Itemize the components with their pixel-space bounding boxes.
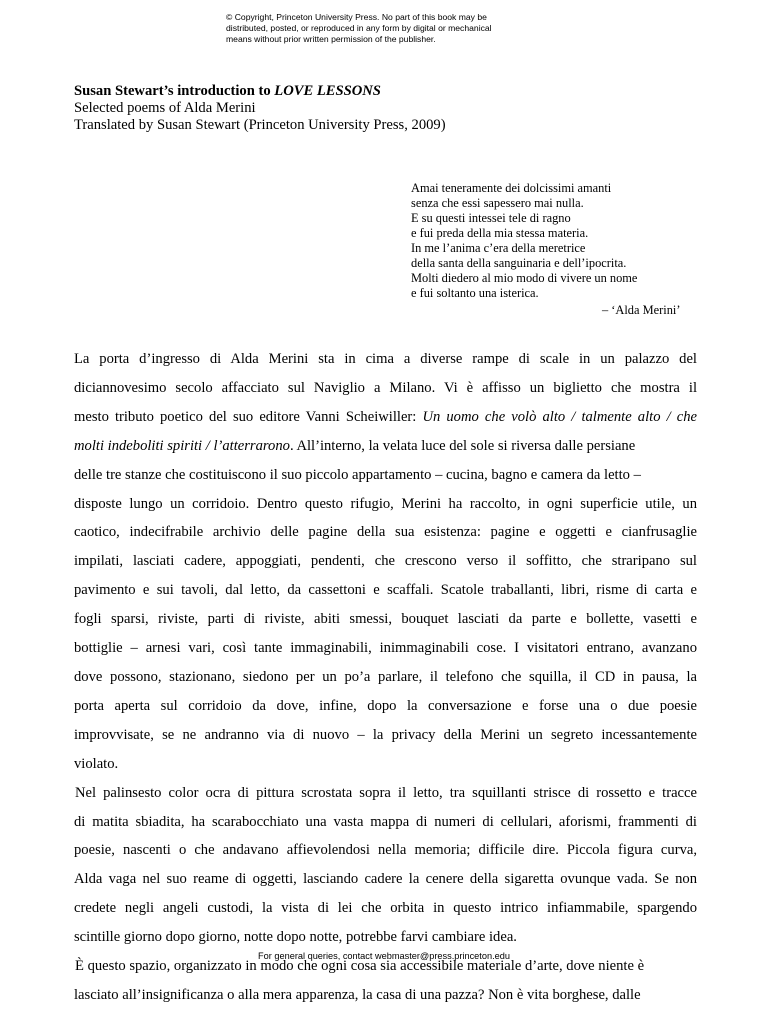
text-fragment: mesto tributo poetico del suo editore Vanni Scheiwiller: — [74, 408, 423, 425]
text-line: poesie, nascenti o che andavano affievolendosi nella memoria; difficile dire. Piccola figura curva, — [74, 842, 697, 859]
subtitle: Selected poems of Alda Merini — [74, 100, 256, 116]
text-line: pavimento e sui tavoli, dal letto, da cassettoni e scaffali. Scatole traballanti, libri, risme di carta e — [74, 582, 697, 599]
document-header — [74, 83, 446, 134]
text-line: dove possono, stazionano, siedono per un po’a parlare, il telefono che squilla, il CD in pausa, la — [74, 668, 697, 685]
text-line: fogli sparsi, riviste, parti di riviste, abiti smessi, bouquet lasciati da parte e bollette, vasetti e — [74, 611, 697, 628]
epigraph-attribution: – ‘Alda Merini’ — [602, 303, 681, 317]
poem-line: E su questi intessei tele di ragno — [411, 211, 571, 225]
poem-line: In me l’anima c’era della meretrice — [411, 241, 586, 255]
text-line: porta aperta sul corridoio da dove, infine, dopo la conversazione e forse una o due poesie — [74, 697, 697, 714]
epigraph-poem — [411, 181, 681, 317]
text-line: caotico, indecifrabile archivio delle pagine della sua esistenza: pagine e oggetti e cianfrusaglie — [74, 524, 697, 541]
copyright-notice — [226, 12, 556, 45]
copyright-line: © Copyright, Princeton University Press. No part of this book may be — [226, 12, 487, 22]
text-line: La porta d’ingresso di Alda Merini sta in cima a diverse rampe di scale in un palazzo del — [74, 351, 697, 367]
text-line: bottiglie – arnesi vari, così tante immaginabili, inimmaginabili cose. I visitatori entrano, avanzano — [74, 640, 697, 657]
page-title — [74, 83, 446, 100]
quoted-tribute: Un uomo che volò alto / talmente alto / che — [422, 408, 698, 425]
quoted-tribute: molti indeboliti spiriti / l’atterrarono — [74, 437, 290, 454]
text-line: violato. — [74, 755, 119, 772]
poem-line: Amai teneramente dei dolcissimi amanti — [411, 181, 612, 195]
copyright-line: means without prior written permission of the publisher. — [226, 34, 436, 44]
text-line: delle tre stanze che costituiscono il suo piccolo appartamento – cucina, bagno e camera da letto – — [74, 466, 641, 483]
text-line — [74, 403, 697, 432]
text-line: impilati, lasciati cadere, appoggiati, pendenti, che crescono verso il soffitto, che straripano sul — [74, 553, 697, 570]
poem-line: e fui preda della mia stessa materia. — [411, 226, 589, 240]
text-line: di matita sbiadita, ha scarabocchiato una vasta mappa di numeri di cellulari, aforismi, frammenti di — [74, 813, 697, 830]
text-line: scintille giorno dopo giorno, notte dopo notte, potrebbe farvi cambiare idea. — [74, 929, 517, 946]
text-fragment: . All’interno, la velata luce del sole si riversa dalle persiane — [289, 437, 636, 454]
copyright-line: distributed, posted, or reproduced in any form by digital or mechanical — [226, 23, 492, 33]
footer-contact: For general queries, contact webmaster@press.princeton.edu — [258, 951, 510, 961]
poem-line: e fui soltanto una isterica. — [411, 286, 539, 300]
text-line: Nel palinsesto color ocra di pittura scrostata sopra il letto, tra squillanti strisce di rossetto e tracce — [75, 784, 697, 801]
body-text — [74, 345, 697, 1010]
book-title: LOVE LESSONS — [274, 83, 381, 99]
text-line: È questo spazio, organizzato in modo che ogni cosa sia accessibile materiale d’arte, dove niente è — [75, 958, 645, 975]
poem-line: senza che essi sapessero mai nulla. — [411, 196, 584, 210]
text-line — [74, 432, 697, 461]
title-prefix: Susan Stewart’s introduction to — [74, 83, 275, 99]
translator-credit: Translated by Susan Stewart (Princeton University Press, 2009) — [74, 117, 446, 133]
poem-line: della santa della sanguinaria e dell’ipocrita. — [411, 256, 627, 270]
poem-line: Molti diedero al mio modo di vivere un nome — [411, 271, 638, 285]
text-line: improvvisate, se ne andranno via di nuovo – la privacy della Merini un segreto incessantemente — [74, 726, 697, 743]
text-line: diciannovesimo secolo affacciato sul Naviglio a Milano. Vi è affisso un biglietto che mostra il — [74, 379, 697, 396]
text-line: disposte lungo un corridoio. Dentro questo rifugio, Merini ha raccolto, in ogni superficie utile, un — [74, 495, 697, 512]
text-line: credete negli angeli custodi, la vista di lei che orbita in questo intrico infiammabile, spargendo — [74, 900, 697, 917]
text-line: Alda vaga nel suo reame di oggetti, lasciando cadere la cenere della sigaretta ovunque vada. Se non — [74, 871, 697, 888]
text-line: lasciato all’insignificanza o alla mera apparenza, la casa di una pazza? Non è vita borghese, dalle — [74, 986, 641, 1003]
